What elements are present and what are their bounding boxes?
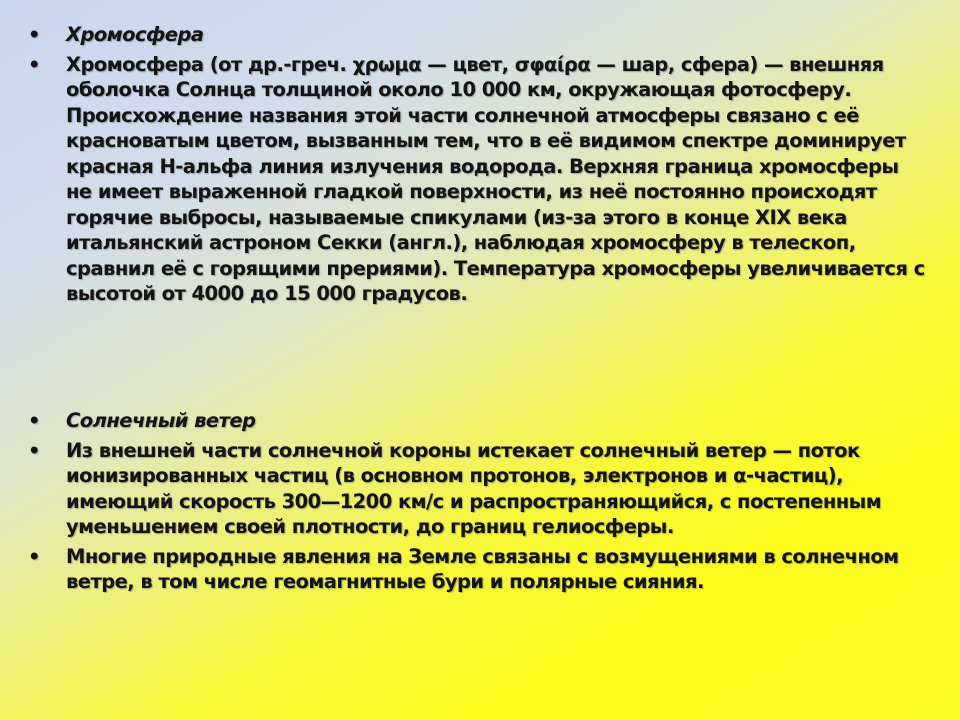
chromosphere-paragraph-item — [28, 52, 928, 307]
solar-wind-section — [28, 408, 928, 599]
solar-wind-paragraph-item — [28, 438, 928, 540]
chromosphere-heading-item — [28, 22, 928, 48]
solar-wind-paragraph-2: Многие природные явления на Земле связаны с возмущениями в солнечном ветре, в том числе геомагнитные бури и полярные сияния. — [66, 544, 899, 593]
solar-wind-effects-item — [28, 544, 928, 595]
solar-wind-heading-item — [28, 408, 928, 434]
bullet-icon: • — [28, 438, 40, 462]
solar-wind-paragraph-1: Из внешней части солнечной короны истекает солнечный ветер — поток ионизированных частиц (в основном протонов, электронов и α-частиц), имеющий скорость 300—1200 км/с и распространяющийся, с постепенным уменьшением своей плотности, до границ гелиосферы. — [66, 438, 882, 538]
chromosphere-section — [28, 22, 928, 311]
bullet-icon: • — [28, 23, 40, 46]
chromosphere-heading: Хромосфера — [66, 23, 204, 46]
chromosphere-paragraph: Хромосфера (от др.-греч. χρωμα — цвет, σφαίρα — шар, сфера) — внешняя оболочка Солнца толщиной около 10 000 км, окружающая фотосферу. Происхождение названия этой части солнечной атмосферы связано с её красноватым цветом, вызванным тем, что в её видимом спектре доминирует красная H-альфа линия излучения водорода. Верхняя граница хромосферы не имеет выраженной гладкой поверхности, из неё постоянно происходят горячие выбросы, называемые спикулами (из-за этого в конце XIX века итальянский астроном Секки (англ.), наблюдая хромосферу в телескоп, сравнил её с горящими прериями). Температура хромосферы увеличивается с высотой от 4000 до 15 000 градусов. — [66, 52, 925, 305]
solar-wind-heading: Солнечный ветер — [66, 409, 256, 432]
bullet-icon: • — [28, 544, 40, 568]
bullet-icon: • — [28, 409, 40, 432]
bullet-icon: • — [28, 52, 40, 76]
